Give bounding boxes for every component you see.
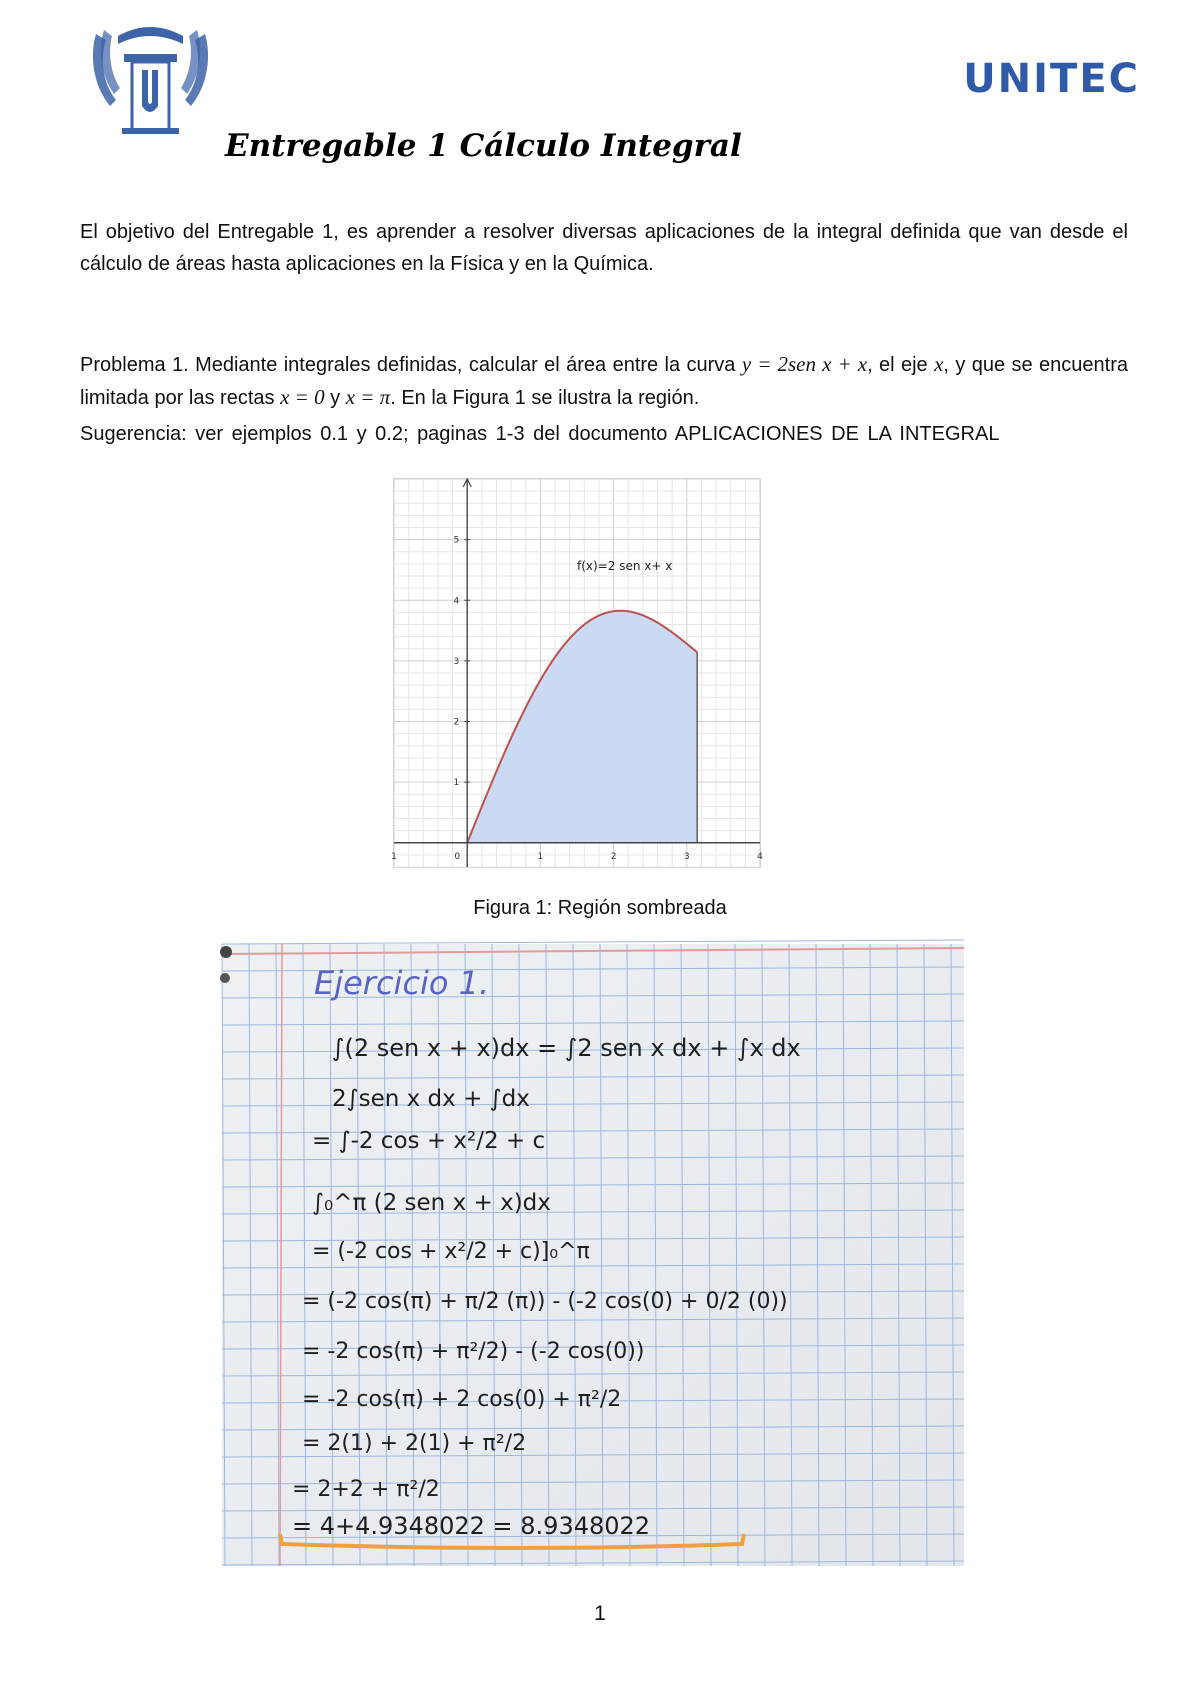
problem-text-1: , el eje: [867, 354, 935, 376]
handwritten-line: ∫₀^π (2 sen x + x)dx: [312, 1190, 551, 1216]
problem-text-3: y: [324, 387, 346, 409]
y-tick-label: 4: [453, 596, 460, 607]
y-tick-label: 3: [453, 656, 460, 667]
handwritten-line: = 2+2 + π²/2: [292, 1477, 440, 1502]
x-tick-label: 0: [454, 851, 461, 862]
handwritten-line: = -2 cos(π) + 2 cos(0) + π²/2: [302, 1387, 622, 1412]
handwritten-line: = ∫-2 cos + x²/2 + c: [312, 1128, 546, 1154]
problem-statement: [80, 348, 1128, 414]
x-tick-label: 1: [537, 851, 544, 862]
page-number: 1: [594, 1602, 606, 1625]
bound-line-2: x = π: [345, 385, 391, 409]
seal-text: UNITEC: [129, 40, 172, 51]
shaded-region: [467, 611, 697, 843]
figure-caption: Figura 1: Región sombreada: [473, 897, 727, 919]
area-fill: [467, 611, 697, 843]
bound-line-1: x = 0: [280, 385, 325, 409]
axis-name: x: [934, 352, 944, 376]
hint-text: Sugerencia: ver ejemplos 0.1 y 0.2; paginas 1-3 del documento APLICACIONES DE LA INTEGRAL: [80, 423, 1000, 445]
unitec-seal-logo: [88, 14, 213, 144]
handwritten-line: = (-2 cos(π) + π/2 (π)) - (-2 cos(0) + 0/2 (0)): [302, 1289, 788, 1314]
notebook-grid-line: [222, 940, 964, 944]
handwritten-line: = 2(1) + 2(1) + π²/2: [302, 1431, 527, 1456]
handwritten-line: = 4+4.9348022 = 8.9348022: [292, 1512, 651, 1540]
curve-equation: y = 2sen x + x: [741, 352, 868, 376]
handwritten-line: = -2 cos(π) + π²/2) - (-2 cos(0)): [302, 1339, 645, 1364]
problem-lead: Problema 1. Mediante integrales definidas, calcular el área entre la curva: [80, 354, 742, 376]
page-title: Entregable 1 Cálculo Integral: [225, 128, 742, 164]
y-tick-label: 5: [453, 535, 460, 546]
brand-logo: UNITEC: [963, 56, 1140, 102]
problem-text-2: , y que se encuentra limitada por las rectas: [80, 354, 1129, 409]
x-tick-label: 3: [683, 851, 690, 862]
notebook-heading: Ejercicio 1.: [314, 964, 490, 1002]
y-tick-label: 1: [453, 778, 460, 789]
x-tick-label: 2: [610, 851, 617, 862]
problem-text-4: . En la Figura 1 se ilustra la región.: [390, 387, 700, 409]
handwritten-line: 2∫sen x dx + ∫dx: [332, 1086, 530, 1112]
objective-paragraph: El objetivo del Entregable 1, es aprender a resolver diversas aplicaciones de la integral definida que van desde el cálculo de áreas hasta aplicaciones en la Física y en la Química.: [80, 221, 1128, 275]
handwritten-line: = (-2 cos + x²/2 + c)]₀^π: [312, 1239, 590, 1264]
x-tick-label: 1: [391, 851, 397, 862]
x-tick-label: 4: [757, 851, 763, 862]
figure-1-plot: [393, 478, 761, 868]
handwritten-line: ∫(2 sen x + x)dx = ∫2 sen x dx + ∫x dx: [332, 1034, 801, 1062]
y-tick-label: 2: [453, 717, 460, 728]
handwritten-solution-photo: [222, 944, 964, 1566]
function-label: f(x)=2 sen x+ x: [577, 558, 673, 573]
